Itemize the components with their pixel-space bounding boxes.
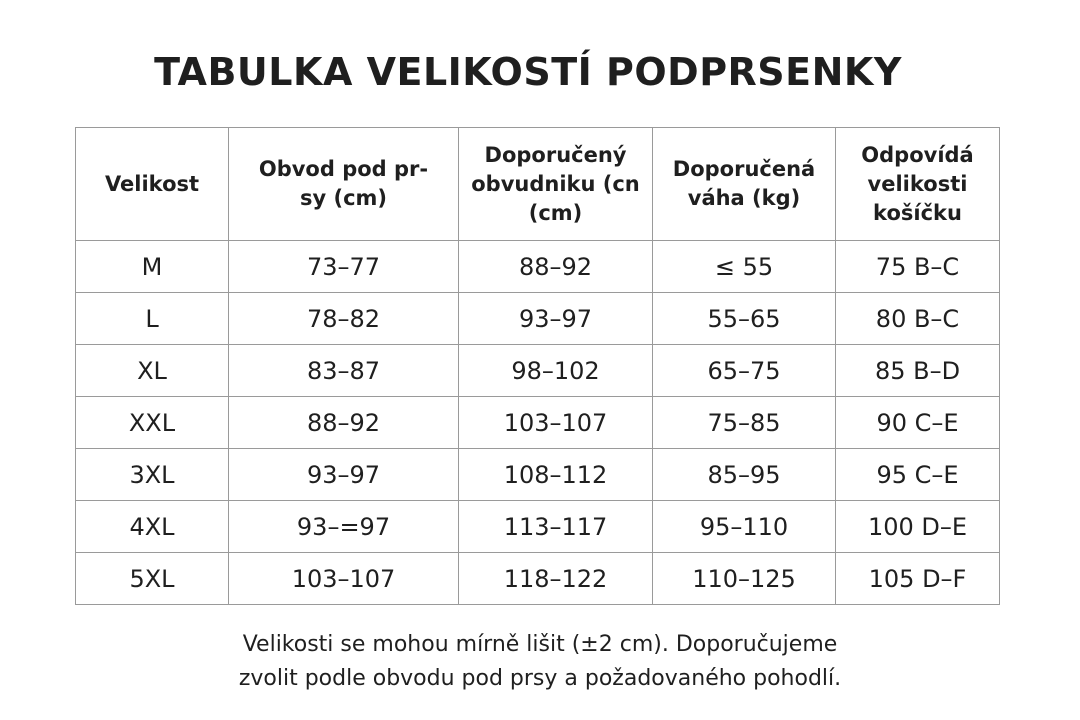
table-cell: 100 D–E	[836, 501, 1000, 553]
table-row	[76, 397, 1000, 449]
size-label-cell: 3XL	[76, 449, 229, 501]
table-row	[76, 241, 1000, 293]
table-cell: 90 C–E	[836, 397, 1000, 449]
table-header-row	[76, 128, 1000, 241]
sizing-note	[0, 628, 1080, 696]
table-cell: 83–87	[229, 345, 459, 397]
table-cell: 103–107	[459, 397, 653, 449]
table-row	[76, 501, 1000, 553]
column-header: Velikost	[76, 128, 229, 241]
size-label-cell: XXL	[76, 397, 229, 449]
table-body	[76, 241, 1000, 605]
table-cell: 118–122	[459, 553, 653, 605]
table-cell: 75 B–C	[836, 241, 1000, 293]
table-row	[76, 293, 1000, 345]
table-cell: 80 B–C	[836, 293, 1000, 345]
table-cell: 110–125	[653, 553, 836, 605]
column-header: Obvod pod pr- sy (cm)	[229, 128, 459, 241]
size-label-cell: L	[76, 293, 229, 345]
table-cell: 73–77	[229, 241, 459, 293]
table-cell: 98–102	[459, 345, 653, 397]
table-cell: 88–92	[229, 397, 459, 449]
size-label-cell: 4XL	[76, 501, 229, 553]
table-cell: 55–65	[653, 293, 836, 345]
table-cell: 93–97	[229, 449, 459, 501]
table-cell: 65–75	[653, 345, 836, 397]
table-cell: 95–110	[653, 501, 836, 553]
size-label-cell: XL	[76, 345, 229, 397]
table-cell: 113–117	[459, 501, 653, 553]
table-cell: 85 B–D	[836, 345, 1000, 397]
table-cell: 88–92	[459, 241, 653, 293]
table-cell: 78–82	[229, 293, 459, 345]
table-cell: 75–85	[653, 397, 836, 449]
table-cell: 93–97	[459, 293, 653, 345]
note-line-2: zvolit podle obvodu pod prsy a požadovaného pohodlí.	[238, 666, 842, 691]
size-chart-table	[75, 127, 1000, 605]
note-line-1: Velikosti se mohou mírně lišit (±2 cm). Doporučujeme	[242, 632, 838, 657]
column-header: Doporučený obvudniku (cn (cm)	[459, 128, 653, 241]
table-row	[76, 449, 1000, 501]
table-row	[76, 345, 1000, 397]
table-cell: 95 C–E	[836, 449, 1000, 501]
table-cell: 85–95	[653, 449, 836, 501]
table-cell: 103–107	[229, 553, 459, 605]
size-label-cell: M	[76, 241, 229, 293]
table-cell: ≤ 55	[653, 241, 836, 293]
table-cell: 105 D–F	[836, 553, 1000, 605]
column-header: Odpovídá velikosti košíčku	[836, 128, 1000, 241]
table-cell: 93–=97	[229, 501, 459, 553]
table-cell: 108–112	[459, 449, 653, 501]
page-title: TABULKA VELIKOSTÍ PODPRSENKY	[154, 50, 902, 94]
size-label-cell: 5XL	[76, 553, 229, 605]
table-row	[76, 553, 1000, 605]
column-header: Doporučená váha (kg)	[653, 128, 836, 241]
